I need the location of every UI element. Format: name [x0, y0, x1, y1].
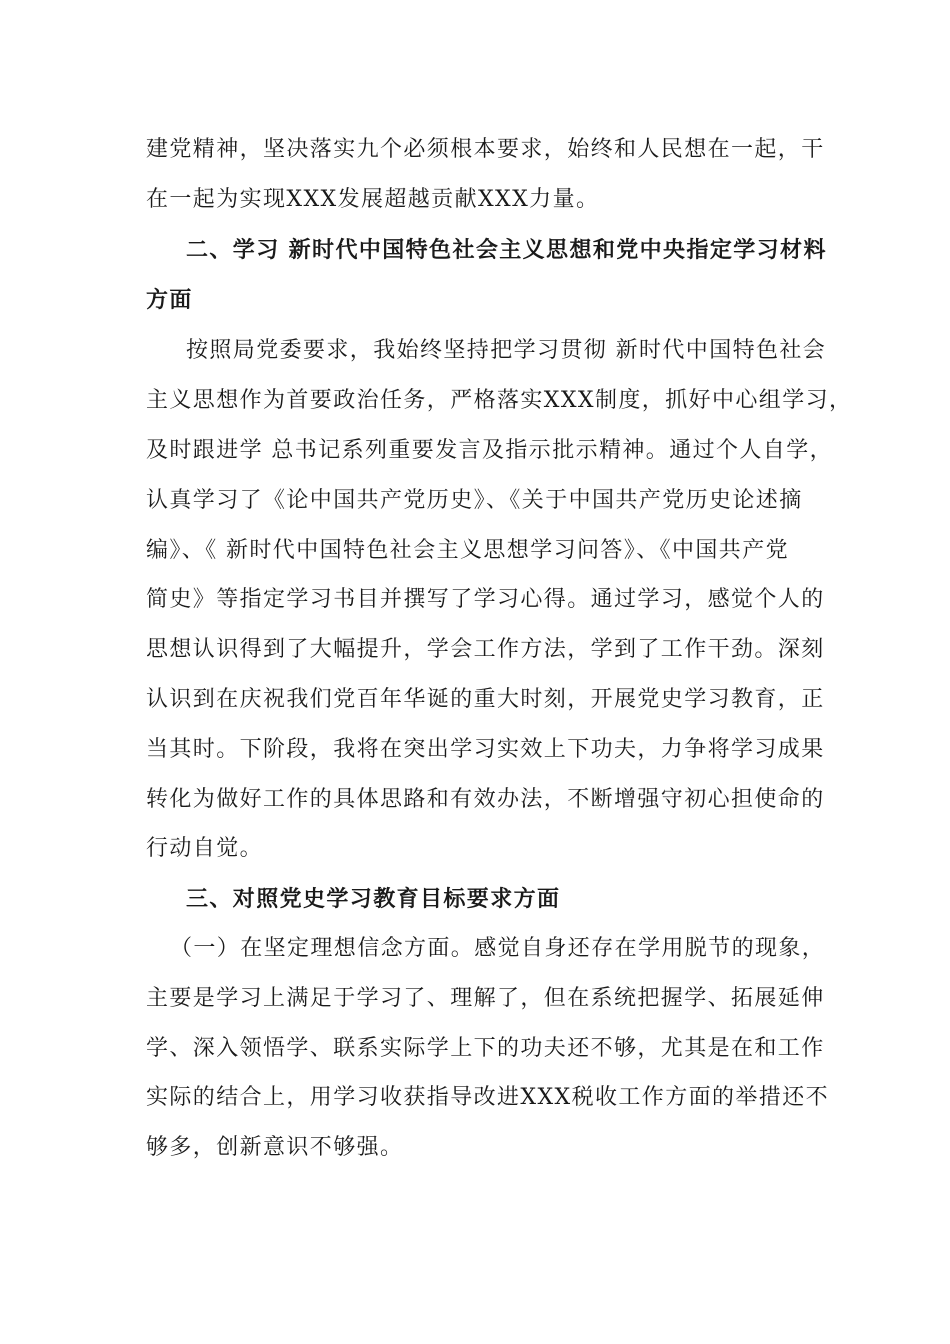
- section-heading: 二、学习 新时代中国特色社会主义思想和党中央指定学习材料: [186, 237, 827, 263]
- paragraph-line: 认真学习了《论中国共产党历史》、《关于中国共产党历史论述摘: [146, 488, 803, 513]
- paragraph-line: 转化为做好工作的具体思路和有效办法，不断增强守初心担使命的: [146, 787, 825, 812]
- section-heading: 三、对照党史学习教育目标要求方面: [186, 886, 561, 912]
- paragraph-line: 思想认识得到了大幅提升，学会工作方法，学到了工作干劲。深刻: [146, 637, 825, 662]
- paragraph-line: 学、深入领悟学、联系实际学上下的功夫还不够，尤其是在和工作: [146, 1036, 825, 1061]
- paragraph-line: 及时跟进学 总书记系列重要发言及指示批示精神。通过个人自学，: [146, 438, 833, 463]
- section-heading-continued: 方面: [146, 287, 193, 313]
- paragraph-line: 主义思想作为首要政治任务，严格落实XXX制度，抓好中心组学习，: [146, 388, 853, 413]
- paragraph-line: 实际的结合上，用学习收获指导改进XXX税收工作方面的举措还不: [146, 1085, 829, 1110]
- paragraph-line: 认识到在庆祝我们党百年华诞的重大时刻，开展党史学习教育，正: [146, 687, 825, 712]
- paragraph-line: 当其时。下阶段，我将在突出学习实效上下功夫，力争将学习成果: [146, 737, 825, 762]
- paragraph-line: 建党精神，坚决落实九个必须根本要求，始终和人民想在一起，干: [146, 137, 825, 162]
- paragraph-line: 主要是学习上满足于学习了、理解了，但在系统把握学、拓展延伸: [146, 986, 825, 1011]
- paragraph-line: 在一起为实现XXX发展超越贡献XXX力量。: [146, 187, 600, 212]
- paragraph-line: （一）在坚定理想信念方面。感觉自身还存在学用脱节的现象，: [170, 936, 826, 961]
- paragraph-line: 够多，创新意识不够强。: [146, 1135, 404, 1160]
- paragraph-line: 行动自觉。: [146, 836, 264, 861]
- paragraph-line: 编》、《 新时代中国特色社会主义思想学习问答》、《中国共产党: [146, 538, 789, 563]
- paragraph-line: 按照局党委要求，我始终坚持把学习贯彻 新时代中国特色社会: [186, 338, 827, 363]
- paragraph-line: 简史》等指定学习书目并撰写了学习心得。通过学习，感觉个人的: [146, 587, 825, 612]
